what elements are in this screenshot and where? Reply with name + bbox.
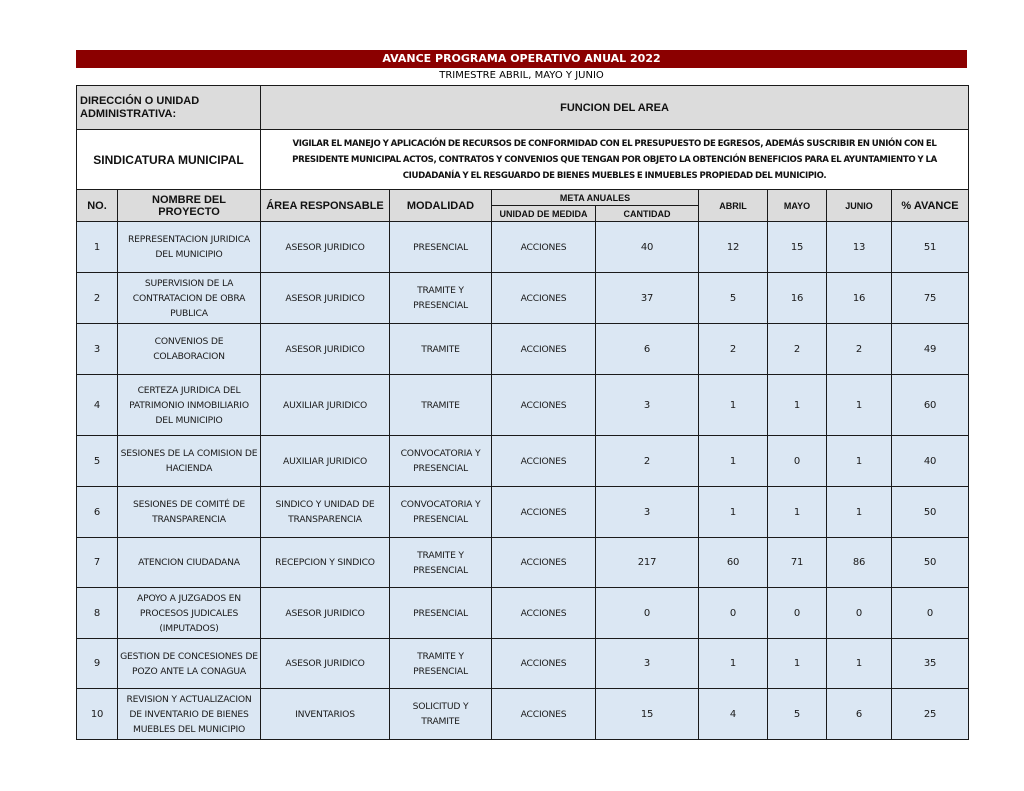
col-header-modalidad: MODALIDAD — [390, 190, 492, 222]
col-header-area: ÁREA RESPONSABLE — [261, 190, 390, 222]
cell-modalidad: PRESENCIAL — [390, 222, 492, 273]
cell-no: 9 — [77, 639, 118, 689]
table-row — [77, 273, 969, 324]
cell-area: ASESOR JURIDICO — [261, 222, 390, 273]
cell-modalidad: SOLICITUD Y TRAMITE — [390, 689, 492, 740]
cell-unidad: ACCIONES — [492, 273, 596, 324]
cell-abril: 60 — [699, 538, 768, 588]
col-header-junio: JUNIO — [827, 190, 892, 222]
cell-modalidad: PRESENCIAL — [390, 588, 492, 639]
table-row — [77, 375, 969, 436]
table-row — [77, 689, 969, 740]
cell-no: 10 — [77, 689, 118, 740]
table-row — [77, 588, 969, 639]
cell-mayo: 16 — [768, 273, 827, 324]
cell-mayo: 0 — [768, 436, 827, 487]
cell-cantidad: 37 — [596, 273, 699, 324]
cell-avance: 50 — [892, 487, 969, 538]
col-header-cantidad: CANTIDAD — [596, 206, 699, 222]
cell-avance: 35 — [892, 639, 969, 689]
cell-no: 5 — [77, 436, 118, 487]
col-header-no: NO. — [77, 190, 118, 222]
cell-cantidad: 40 — [596, 222, 699, 273]
cell-cantidad: 6 — [596, 324, 699, 375]
cell-cantidad: 15 — [596, 689, 699, 740]
cell-mayo: 5 — [768, 689, 827, 740]
cell-no: 2 — [77, 273, 118, 324]
cell-unidad: ACCIONES — [492, 222, 596, 273]
cell-area: SINDICO Y UNIDAD DE TRANSPARENCIA — [261, 487, 390, 538]
cell-area: AUXILIAR JURIDICO — [261, 436, 390, 487]
col-header-mayo: MAYO — [768, 190, 827, 222]
cell-junio: 0 — [827, 588, 892, 639]
cell-abril: 1 — [699, 487, 768, 538]
cell-junio: 1 — [827, 487, 892, 538]
cell-unidad: ACCIONES — [492, 487, 596, 538]
cell-avance: 51 — [892, 222, 969, 273]
document-title: AVANCE PROGRAMA OPERATIVO ANUAL 2022 — [76, 50, 967, 68]
cell-cantidad: 3 — [596, 639, 699, 689]
cell-junio: 1 — [827, 375, 892, 436]
direccion-label: DIRECCIÓN O UNIDAD ADMINISTRATIVA: — [77, 86, 261, 130]
cell-no: 3 — [77, 324, 118, 375]
cell-no: 8 — [77, 588, 118, 639]
cell-area: AUXILIAR JURIDICO — [261, 375, 390, 436]
cell-cantidad: 2 — [596, 436, 699, 487]
cell-no: 6 — [77, 487, 118, 538]
cell-modalidad: CONVOCATORIA Y PRESENCIAL — [390, 436, 492, 487]
cell-proyecto: SESIONES DE COMITÉ DE TRANSPARENCIA — [118, 487, 261, 538]
table-row — [77, 487, 969, 538]
cell-modalidad: CONVOCATORIA Y PRESENCIAL — [390, 487, 492, 538]
cell-junio: 1 — [827, 436, 892, 487]
col-header-proyecto: NOMBRE DEL PROYECTO — [118, 190, 261, 222]
cell-area: ASESOR JURIDICO — [261, 588, 390, 639]
cell-no: 1 — [77, 222, 118, 273]
cell-abril: 1 — [699, 375, 768, 436]
cell-abril: 4 — [699, 689, 768, 740]
cell-avance: 25 — [892, 689, 969, 740]
cell-area: ASESOR JURIDICO — [261, 324, 390, 375]
cell-mayo: 2 — [768, 324, 827, 375]
cell-unidad: ACCIONES — [492, 375, 596, 436]
cell-modalidad: TRAMITE — [390, 375, 492, 436]
cell-avance: 75 — [892, 273, 969, 324]
cell-junio: 1 — [827, 639, 892, 689]
table-row — [77, 324, 969, 375]
cell-junio: 2 — [827, 324, 892, 375]
unit-name: SINDICATURA MUNICIPAL — [77, 130, 261, 190]
cell-area: ASESOR JURIDICO — [261, 639, 390, 689]
cell-avance: 49 — [892, 324, 969, 375]
cell-no: 4 — [77, 375, 118, 436]
cell-abril: 0 — [699, 588, 768, 639]
col-header-avance: % AVANCE — [892, 190, 969, 222]
cell-junio: 13 — [827, 222, 892, 273]
cell-modalidad: TRAMITE Y PRESENCIAL — [390, 639, 492, 689]
cell-proyecto: REPRESENTACION JURIDICA DEL MUNICIPIO — [118, 222, 261, 273]
cell-area: RECEPCION Y SINDICO — [261, 538, 390, 588]
cell-abril: 2 — [699, 324, 768, 375]
unit-info-row — [77, 130, 969, 190]
cell-area: INVENTARIOS — [261, 689, 390, 740]
table-row — [77, 222, 969, 273]
cell-abril: 5 — [699, 273, 768, 324]
table-row — [77, 538, 969, 588]
cell-cantidad: 3 — [596, 375, 699, 436]
cell-avance: 40 — [892, 436, 969, 487]
cell-proyecto: CERTEZA JURIDICA DEL PATRIMONIO INMOBILIARIO DEL MUNICIPIO — [118, 375, 261, 436]
cell-avance: 60 — [892, 375, 969, 436]
cell-mayo: 0 — [768, 588, 827, 639]
col-header-abril: ABRIL — [699, 190, 768, 222]
cell-proyecto: GESTION DE CONCESIONES DE POZO ANTE LA CONAGUA — [118, 639, 261, 689]
cell-junio: 16 — [827, 273, 892, 324]
col-header-unidad: UNIDAD DE MEDIDA — [492, 206, 596, 222]
cell-modalidad: TRAMITE Y PRESENCIAL — [390, 538, 492, 588]
funcion-text: VIGILAR EL MANEJO Y APLICACIÓN DE RECURSOS DE CONFORMIDAD CON EL PRESUPUESTO DE EGRESOS, ADEMÁS SUSCRIBIR EN UNIÓN CON EL PRESIDENTE MUNICIPAL ACTOS, CONTRATOS Y CONVENIOS QUE TENGAN POR OBJETO LA OBTENCIÓN BENEFICIOS PARA EL AYUNTAMIENTO Y LA CIUDADANÍA Y EL RESGUARDO DE BIENES MUEBLES E INMUEBLES PROPIEDAD DEL MUNICIPIO. — [261, 130, 969, 190]
cell-abril: 1 — [699, 436, 768, 487]
cell-modalidad: TRAMITE — [390, 324, 492, 375]
cell-no: 7 — [77, 538, 118, 588]
cell-junio: 6 — [827, 689, 892, 740]
cell-mayo: 71 — [768, 538, 827, 588]
cell-avance: 50 — [892, 538, 969, 588]
column-header-row — [77, 190, 969, 206]
cell-proyecto: SESIONES DE LA COMISION DE HACIENDA — [118, 436, 261, 487]
cell-unidad: ACCIONES — [492, 689, 596, 740]
table-row — [77, 436, 969, 487]
cell-cantidad: 0 — [596, 588, 699, 639]
table-row — [77, 639, 969, 689]
col-header-meta-anuales: META ANUALES — [492, 190, 699, 206]
cell-proyecto: APOYO A JUZGADOS EN PROCESOS JUDICALES (IMPUTADOS) — [118, 588, 261, 639]
document-subtitle: TRIMESTRE ABRIL, MAYO Y JUNIO — [439, 70, 604, 81]
cell-proyecto: ATENCION CIUDADANA — [118, 538, 261, 588]
cell-unidad: ACCIONES — [492, 588, 596, 639]
cell-mayo: 1 — [768, 639, 827, 689]
cell-area: ASESOR JURIDICO — [261, 273, 390, 324]
cell-mayo: 1 — [768, 487, 827, 538]
cell-proyecto: REVISION Y ACTUALIZACION DE INVENTARIO DE BIENES MUEBLES DEL MUNICIPIO — [118, 689, 261, 740]
cell-proyecto: CONVENIOS DE COLABORACION — [118, 324, 261, 375]
cell-avance: 0 — [892, 588, 969, 639]
cell-mayo: 1 — [768, 375, 827, 436]
cell-mayo: 15 — [768, 222, 827, 273]
cell-cantidad: 217 — [596, 538, 699, 588]
cell-junio: 86 — [827, 538, 892, 588]
poa-table — [76, 85, 969, 740]
cell-proyecto: SUPERVISION DE LA CONTRATACION DE OBRA PUBLICA — [118, 273, 261, 324]
cell-unidad: ACCIONES — [492, 324, 596, 375]
cell-abril: 1 — [699, 639, 768, 689]
cell-cantidad: 3 — [596, 487, 699, 538]
cell-unidad: ACCIONES — [492, 436, 596, 487]
cell-unidad: ACCIONES — [492, 639, 596, 689]
unit-header-row — [77, 86, 969, 130]
cell-modalidad: TRAMITE Y PRESENCIAL — [390, 273, 492, 324]
cell-unidad: ACCIONES — [492, 538, 596, 588]
funcion-label: FUNCION DEL AREA — [261, 86, 969, 130]
cell-abril: 12 — [699, 222, 768, 273]
